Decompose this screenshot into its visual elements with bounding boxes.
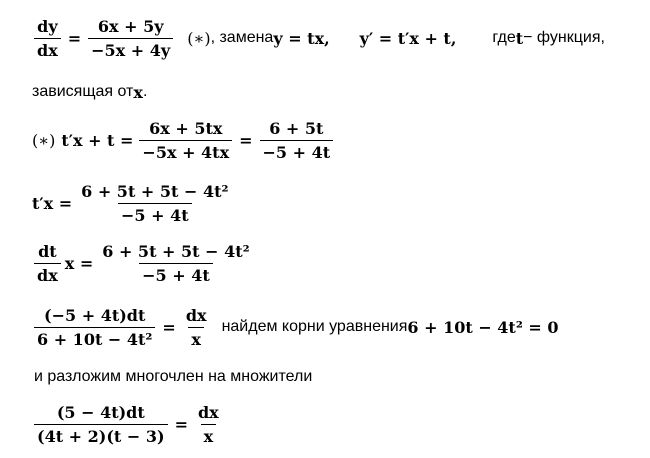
fraction-rhs <box>99 242 252 285</box>
lhs-expression: t′x = <box>32 193 73 213</box>
numerator: 6x + 5y <box>97 16 164 36</box>
denominator: x <box>188 327 204 349</box>
numerator: 6 + 5t <box>269 118 324 138</box>
equation-line-5 <box>32 236 255 290</box>
denominator: −5x + 4y <box>88 38 173 60</box>
text-dependent: зависящая от <box>32 83 134 100</box>
denominator: dx <box>34 263 61 285</box>
fraction-lhs <box>34 306 155 349</box>
var-t: t <box>515 28 524 48</box>
equation-line-4 <box>32 176 233 230</box>
fraction-dt-dx <box>34 242 61 285</box>
fraction-dx-x <box>195 403 222 446</box>
numerator: dt <box>38 241 57 261</box>
period: . <box>142 83 148 100</box>
numerator: 6 + 5t + 5t − 4t² <box>81 181 229 201</box>
equals-sign: = <box>162 317 176 337</box>
derivative-formula: y′ = t′x + t, <box>359 28 457 48</box>
denominator: (4t + 2)(t − 3) <box>34 424 168 446</box>
denominator: 6 + 10t − 4t² <box>34 327 155 349</box>
fraction-2 <box>260 119 334 162</box>
text-function: − функция, <box>523 29 605 46</box>
denominator: −5 + 4t <box>139 263 213 285</box>
numerator: dy <box>37 16 58 36</box>
denominator: −5x + 4tx <box>139 140 232 162</box>
numerator: (−5 + 4t)dt <box>44 305 146 325</box>
fraction-lhs <box>34 403 168 446</box>
star-label: (∗) <box>32 130 56 150</box>
equals-sign: = <box>174 414 188 434</box>
equals-sign: = <box>239 130 253 150</box>
numerator: (5 − 4t)dt <box>56 402 145 422</box>
text-line-7 <box>34 366 312 388</box>
text-substitution: , замена <box>210 29 274 46</box>
denominator: −5 + 4t <box>260 140 334 162</box>
denominator: x <box>201 424 217 446</box>
fraction-dy-dx <box>34 17 61 60</box>
equation-line-3 <box>32 114 335 166</box>
equation-line-6 <box>32 300 559 354</box>
numerator: 6 + 5t + 5t − 4t² <box>102 241 250 261</box>
numerator: dx <box>185 305 207 325</box>
denominator: dx <box>34 38 61 60</box>
fraction-dx-x <box>183 306 210 349</box>
substitution-formula: y = tx, <box>273 28 330 48</box>
numerator: 6x + 5tx <box>149 118 223 138</box>
lhs-expression: t′x + t = <box>61 130 134 150</box>
star-label: (∗) <box>187 28 211 48</box>
equation-line-8 <box>32 397 224 451</box>
text-line-2 <box>32 81 147 103</box>
fraction-1 <box>139 119 232 162</box>
equals-sign: = <box>67 28 82 48</box>
equation-line-1 <box>32 12 605 64</box>
var-x: x <box>133 82 143 102</box>
text-find-roots: найдем корни уравнения <box>221 318 408 335</box>
text-factorize: и разложим многочлен на множители <box>34 368 313 385</box>
denominator: −5 + 4t <box>118 203 192 225</box>
fraction-rhs <box>78 182 231 225</box>
quadratic-equation: 6 + 10t − 4t² = 0 <box>407 317 559 337</box>
numerator: dx <box>197 402 219 422</box>
lhs-expression: x = <box>64 253 94 273</box>
text-where: где <box>492 29 516 46</box>
fraction-rhs <box>88 17 173 60</box>
